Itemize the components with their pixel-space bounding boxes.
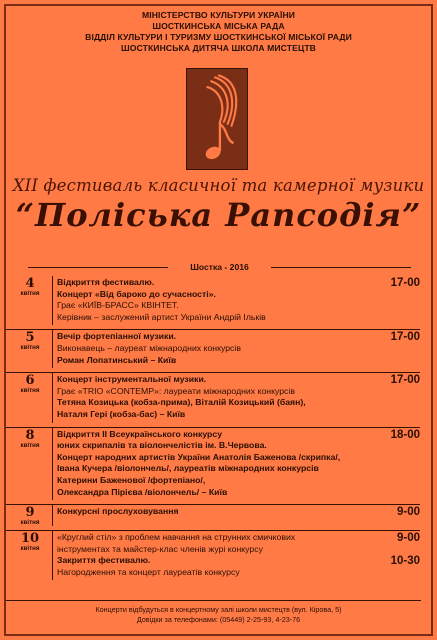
event-line-text: Катерини Баженової /фортепіано/, bbox=[57, 474, 206, 485]
event-line-text: Івана Кучера /віолончель/, лауреатів міжнародних конкурсів bbox=[57, 463, 319, 474]
header-line: ШОСТКИНСЬКА ДИТЯЧА ШКОЛА МИСТЕЦТВ bbox=[121, 43, 316, 53]
event-month: квітня bbox=[20, 344, 40, 352]
event-day: 6 bbox=[25, 373, 35, 389]
festival-title: “Поліська Рапсодія” bbox=[15, 196, 422, 234]
city-year: Шостка - 2016 bbox=[28, 262, 411, 272]
festival-logo bbox=[186, 68, 248, 170]
event-line bbox=[57, 555, 420, 567]
event-row bbox=[6, 530, 420, 580]
event-line-text: Грає «TRIO «CONTEMP»: лауреати міжнародних конкурсів bbox=[57, 385, 295, 396]
event-time: 10-30 bbox=[390, 555, 420, 568]
event-line-text: Наталя Гері (кобза-бас) – Київ bbox=[57, 408, 186, 419]
event-month: квітня bbox=[20, 387, 40, 395]
event-line-text: Роман Лопатинський – Київ bbox=[57, 354, 177, 365]
footer-divider bbox=[6, 600, 421, 601]
event-line-text: Виконавець – лауреат міжнародних конкурсів bbox=[57, 342, 241, 353]
event-line-text: «Круглий стіл» з проблем навчання на струнних смичкових bbox=[57, 532, 296, 543]
event-line bbox=[57, 300, 420, 312]
event-time: 9-00 bbox=[396, 532, 420, 545]
event-details bbox=[52, 373, 420, 422]
event-row bbox=[6, 504, 420, 526]
event-line bbox=[57, 397, 420, 409]
event-line bbox=[57, 386, 420, 398]
footer-venue: Концерти відбудуться в концертному залі школи мистецтв (вул. Кірова, 5) bbox=[95, 605, 342, 614]
event-line-text: Тетяна Козицька (кобза-прима), Віталій Козицький (баян), bbox=[57, 397, 306, 408]
event-line-text: інструментах та майстер-клас членів журі конкурсу bbox=[57, 543, 263, 554]
event-details bbox=[52, 276, 420, 325]
event-line-text: Керівник – заслужений артист України Андрій Ільків bbox=[57, 311, 266, 322]
event-month: квітня bbox=[20, 290, 40, 297]
event-date bbox=[6, 276, 52, 325]
event-time: 17-00 bbox=[390, 331, 420, 344]
footer-phones: Довідки за телефонами: (05449) 2-25-93, 4-23-76 bbox=[136, 615, 301, 624]
event-time: 18-00 bbox=[390, 428, 420, 441]
event-line bbox=[57, 429, 420, 441]
event-details bbox=[52, 505, 420, 526]
event-time: 17-00 bbox=[390, 277, 420, 289]
event-day: 5 bbox=[25, 330, 35, 346]
event-line-text: Нагородження та концерт лауреатів конкурсу bbox=[57, 566, 240, 577]
event-day: 4 bbox=[25, 276, 35, 291]
event-line bbox=[57, 289, 420, 301]
event-date bbox=[6, 505, 52, 526]
flame-note-logo-icon bbox=[187, 69, 247, 169]
event-line-text: Відкриття фестивалю. bbox=[57, 277, 155, 287]
event-day: 8 bbox=[25, 427, 35, 443]
event-line bbox=[57, 475, 420, 487]
event-time: 17-00 bbox=[390, 374, 420, 387]
event-line-text: Відкриття ІІ Всеукраїнського конкурсу bbox=[57, 428, 223, 439]
event-line-text: Концерт «Від бароко до сучасності». bbox=[57, 288, 216, 299]
event-line bbox=[57, 440, 420, 452]
event-line bbox=[57, 567, 420, 579]
event-row bbox=[6, 276, 420, 325]
event-line bbox=[57, 312, 420, 324]
event-line bbox=[57, 532, 420, 544]
organizer-header bbox=[0, 10, 437, 54]
event-time: 9-00 bbox=[396, 506, 420, 519]
event-details bbox=[52, 330, 420, 368]
event-day: 10 bbox=[20, 531, 40, 547]
event-schedule bbox=[6, 276, 420, 580]
event-line-text: Олександра Пірієва /віолончель/ – Київ bbox=[57, 486, 228, 497]
event-row bbox=[6, 427, 420, 501]
event-details bbox=[52, 428, 420, 501]
event-line bbox=[57, 374, 420, 386]
header-line: ВІДДІЛ КУЛЬТУРИ І ТУРИЗМУ ШОСТКИНСЬКОЇ МІСЬКОЇ РАДИ bbox=[85, 32, 352, 42]
event-line-text: Конкурсні прослуховування bbox=[57, 506, 179, 517]
event-line bbox=[57, 463, 420, 475]
event-row bbox=[6, 372, 420, 422]
event-month: квітня bbox=[20, 545, 40, 553]
event-line-text: Концерт народних артистів України Анатолія Баженова /скрипка/, bbox=[57, 451, 341, 462]
event-line bbox=[57, 355, 420, 367]
event-date bbox=[6, 428, 52, 501]
header-line: ШОСТКИНСЬКА МІСЬКА РАДА bbox=[152, 21, 285, 31]
event-line-text: Грає «КИЇВ-БРАСС» КВІНТЕТ. bbox=[57, 300, 179, 311]
event-date bbox=[6, 330, 52, 368]
event-line bbox=[57, 331, 420, 343]
event-date bbox=[6, 531, 52, 580]
event-day: 9 bbox=[25, 505, 35, 521]
header-line: МІНІСТЕРСТВО КУЛЬТУРИ УКРАЇНИ bbox=[141, 10, 296, 20]
event-month: квітня bbox=[20, 441, 40, 449]
festival-subtitle: XII фестиваль класичної та камерної музики bbox=[12, 176, 425, 195]
event-line bbox=[57, 544, 420, 556]
event-date bbox=[6, 373, 52, 422]
event-month: квітня bbox=[20, 519, 40, 527]
event-line-text: Вечір фортепіанної музики. bbox=[57, 331, 177, 342]
event-line bbox=[57, 343, 420, 355]
event-line-text: Закриття фестивалю. bbox=[57, 555, 151, 566]
event-details bbox=[52, 531, 420, 580]
event-line-text: юних скрипалів та віолончелістів ім. В.Червова. bbox=[57, 440, 267, 451]
event-line bbox=[57, 487, 420, 499]
event-line bbox=[57, 452, 420, 464]
event-line bbox=[57, 409, 420, 421]
event-line bbox=[57, 506, 420, 518]
event-line-text: Концерт інструментальної музики. bbox=[57, 374, 207, 385]
event-line bbox=[57, 277, 420, 289]
event-row bbox=[6, 329, 420, 368]
